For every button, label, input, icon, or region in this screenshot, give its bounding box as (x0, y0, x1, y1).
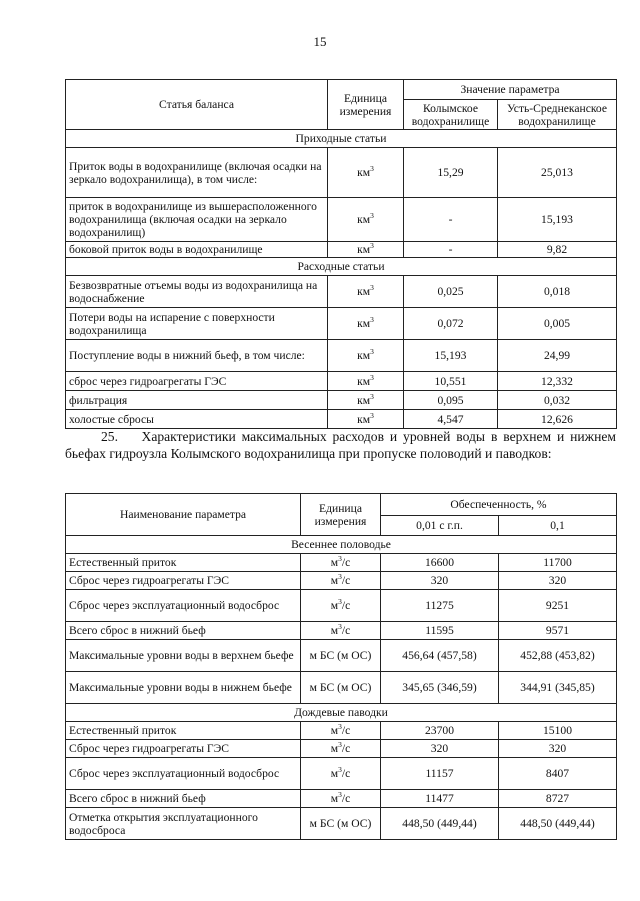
row-v1: 11477 (381, 790, 499, 808)
header-001: 0,01 с г.п. (381, 516, 499, 536)
row-v1: 23700 (381, 722, 499, 740)
row-unit (301, 790, 381, 808)
table-row (66, 198, 617, 242)
row-ust: 12,626 (498, 410, 617, 429)
row-unit (328, 308, 404, 340)
row-item: Безвозвратные отъемы воды из водохранилища на водоснабжение (66, 276, 328, 308)
row-name: Естественный приток (66, 554, 301, 572)
row-ust: 24,99 (498, 340, 617, 372)
unit-text: м БС (м ОС) (309, 817, 372, 830)
unit-superscript: 3 (370, 241, 374, 250)
row-ust: 25,013 (498, 148, 617, 198)
row-name: Всего сброс в нижний бьеф (66, 622, 301, 640)
header-value: Значение параметра (404, 80, 617, 100)
row-unit (328, 410, 404, 429)
row-unit (301, 740, 381, 758)
section-title: Приходные статьи (66, 130, 617, 148)
header-unit2: Единица измерения (301, 494, 381, 536)
unit-tail: /с (341, 767, 351, 780)
table-row (66, 758, 617, 790)
unit-text: м (330, 556, 339, 569)
header-unit: Единица измерения (328, 80, 404, 130)
unit-superscript: 3 (370, 211, 374, 220)
table-row (66, 790, 617, 808)
table-row (66, 148, 617, 198)
row-ust: 0,005 (498, 308, 617, 340)
unit-text: м БС (м ОС) (309, 649, 372, 662)
unit-tail: /с (341, 742, 351, 755)
row-unit (328, 242, 404, 258)
table-row (66, 672, 617, 704)
unit-text: км (357, 166, 371, 179)
row-unit (328, 276, 404, 308)
header-kolyma: Колымское водохранилище (404, 100, 498, 130)
row-item: сброс через гидроагрегаты ГЭС (66, 372, 328, 391)
row-unit (301, 672, 381, 704)
unit-text: км (357, 243, 371, 256)
row-v2: 448,50 (449,44) (499, 808, 617, 840)
row-v2: 9571 (499, 622, 617, 640)
unit-tail: /с (341, 599, 351, 612)
table-row (66, 372, 617, 391)
section-title: Дождевые паводки (66, 704, 617, 722)
row-v1: 16600 (381, 554, 499, 572)
row-unit (328, 148, 404, 198)
row-name: Сброс через эксплуатационный водосброс (66, 590, 301, 622)
unit-text: м (330, 599, 339, 612)
row-kolyma: - (404, 242, 498, 258)
row-kolyma: 15,193 (404, 340, 498, 372)
unit-text: км (357, 412, 371, 426)
unit-superscript: 3 (370, 164, 374, 173)
unit-tail: /с (341, 574, 351, 587)
row-v2: 320 (499, 572, 617, 590)
row-kolyma: 0,095 (404, 391, 498, 410)
unit-tail: /с (341, 792, 351, 805)
header-param: Наименование параметра (66, 494, 301, 536)
unit-superscript: 3 (338, 554, 342, 563)
row-unit (301, 758, 381, 790)
row-ust: 0,018 (498, 276, 617, 308)
unit-text: км (357, 393, 371, 407)
table-row (66, 391, 617, 410)
row-name: Максимальные уровни воды в верхнем бьефе (66, 640, 301, 672)
row-kolyma: - (404, 198, 498, 242)
row-unit (301, 572, 381, 590)
unit-superscript: 3 (338, 722, 342, 731)
row-v1: 11157 (381, 758, 499, 790)
row-ust: 12,332 (498, 372, 617, 391)
row-kolyma: 0,072 (404, 308, 498, 340)
unit-superscript: 3 (370, 315, 374, 324)
row-kolyma: 15,29 (404, 148, 498, 198)
row-v2: 9251 (499, 590, 617, 622)
unit-text: м (330, 624, 339, 637)
unit-superscript: 3 (338, 790, 342, 799)
row-name: Сброс через эксплуатационный водосброс (66, 758, 301, 790)
unit-text: м (330, 724, 339, 737)
unit-text: км (357, 349, 371, 362)
row-ust: 0,032 (498, 391, 617, 410)
row-unit (301, 554, 381, 572)
row-v1: 345,65 (346,59) (381, 672, 499, 704)
row-v2: 452,88 (453,82) (499, 640, 617, 672)
row-v1: 448,50 (449,44) (381, 808, 499, 840)
row-item: фильтрация (66, 391, 328, 410)
header-probability: Обеспеченность, % (381, 494, 617, 516)
row-v1: 320 (381, 572, 499, 590)
water-balance-table (65, 79, 617, 429)
table-row (66, 590, 617, 622)
row-v2: 8407 (499, 758, 617, 790)
row-v2: 15100 (499, 722, 617, 740)
row-v1: 320 (381, 740, 499, 758)
row-item: Потери воды на испарение с поверхности водохранилища (66, 308, 328, 340)
flood-characteristics-table (65, 493, 617, 840)
unit-superscript: 3 (370, 391, 374, 401)
table-row (66, 622, 617, 640)
page-number: 15 (313, 34, 327, 49)
unit-superscript: 3 (338, 740, 342, 749)
row-unit (328, 372, 404, 391)
row-item: холостые сбросы (66, 410, 328, 429)
row-v2: 320 (499, 740, 617, 758)
unit-text: м (330, 767, 339, 780)
table-row (66, 640, 617, 672)
row-v1: 11275 (381, 590, 499, 622)
row-v2: 344,91 (345,85) (499, 672, 617, 704)
row-item: боковой приток воды в водохранилище (66, 242, 328, 258)
row-v1: 456,64 (457,58) (381, 640, 499, 672)
table-row (66, 808, 617, 840)
unit-text: км (357, 374, 371, 388)
header-item: Статья баланса (66, 80, 328, 130)
unit-tail: /с (341, 556, 351, 569)
row-item: Приток воды в водохранилище (включая осадки на зеркало водохранилища), в том числе: (66, 148, 328, 198)
paragraph-text: Характеристики максимальных расходов и уровней воды в верхнем и нижнем бьефах гидроузла Колымского водохранилища при пропуске половодий и паводков: (65, 429, 616, 461)
row-v1: 11595 (381, 622, 499, 640)
table-row (66, 554, 617, 572)
unit-text: км (357, 317, 371, 330)
unit-text: м (330, 792, 339, 805)
unit-text: км (357, 213, 371, 226)
row-unit (328, 340, 404, 372)
unit-tail: /с (341, 624, 351, 637)
unit-text: м БС (м ОС) (309, 681, 372, 694)
unit-superscript: 3 (338, 622, 342, 631)
unit-tail: /с (341, 724, 351, 737)
row-unit (301, 640, 381, 672)
row-unit (328, 391, 404, 410)
row-unit (301, 622, 381, 640)
unit-superscript: 3 (370, 372, 374, 382)
row-kolyma: 4,547 (404, 410, 498, 429)
table-row (66, 340, 617, 372)
unit-text: м (330, 574, 339, 587)
row-unit (328, 198, 404, 242)
table-row (66, 722, 617, 740)
row-v2: 11700 (499, 554, 617, 572)
row-v2: 8727 (499, 790, 617, 808)
unit-superscript: 3 (370, 347, 374, 356)
unit-superscript: 3 (370, 410, 374, 420)
row-name: Всего сброс в нижний бьеф (66, 790, 301, 808)
unit-superscript: 3 (338, 765, 342, 774)
row-item: приток в водохранилище из вышерасположенного водохранилища (включая осадки на зеркало водохранилищ) (66, 198, 328, 242)
row-unit (301, 808, 381, 840)
table-row (66, 308, 617, 340)
section-title: Расходные статьи (66, 258, 617, 276)
table-row (66, 242, 617, 258)
row-kolyma: 0,025 (404, 276, 498, 308)
table-row (66, 276, 617, 308)
header-ust: Усть-Среднеканское водохранилище (498, 100, 617, 130)
unit-superscript: 3 (338, 572, 342, 581)
row-kolyma: 10,551 (404, 372, 498, 391)
row-name: Максимальные уровни воды в нижнем бьефе (66, 672, 301, 704)
unit-superscript: 3 (370, 283, 374, 292)
table-row (66, 410, 617, 429)
row-name: Отметка открытия эксплуатационного водосброса (66, 808, 301, 840)
row-item: Поступление воды в нижний бьеф, в том числе: (66, 340, 328, 372)
table-row (66, 740, 617, 758)
unit-text: км (357, 285, 371, 298)
row-unit (301, 590, 381, 622)
section-title: Весеннее половодье (66, 536, 617, 554)
row-ust: 15,193 (498, 198, 617, 242)
row-unit (301, 722, 381, 740)
unit-superscript: 3 (338, 597, 342, 606)
row-ust: 9,82 (498, 242, 617, 258)
paragraph-25 (65, 428, 616, 462)
row-name: Естественный приток (66, 722, 301, 740)
header-01: 0,1 (499, 516, 617, 536)
paragraph-number: 25. (101, 429, 118, 444)
table-row (66, 572, 617, 590)
row-name: Сброс через гидроагрегаты ГЭС (66, 740, 301, 758)
unit-text: м (330, 742, 339, 755)
row-name: Сброс через гидроагрегаты ГЭС (66, 572, 301, 590)
